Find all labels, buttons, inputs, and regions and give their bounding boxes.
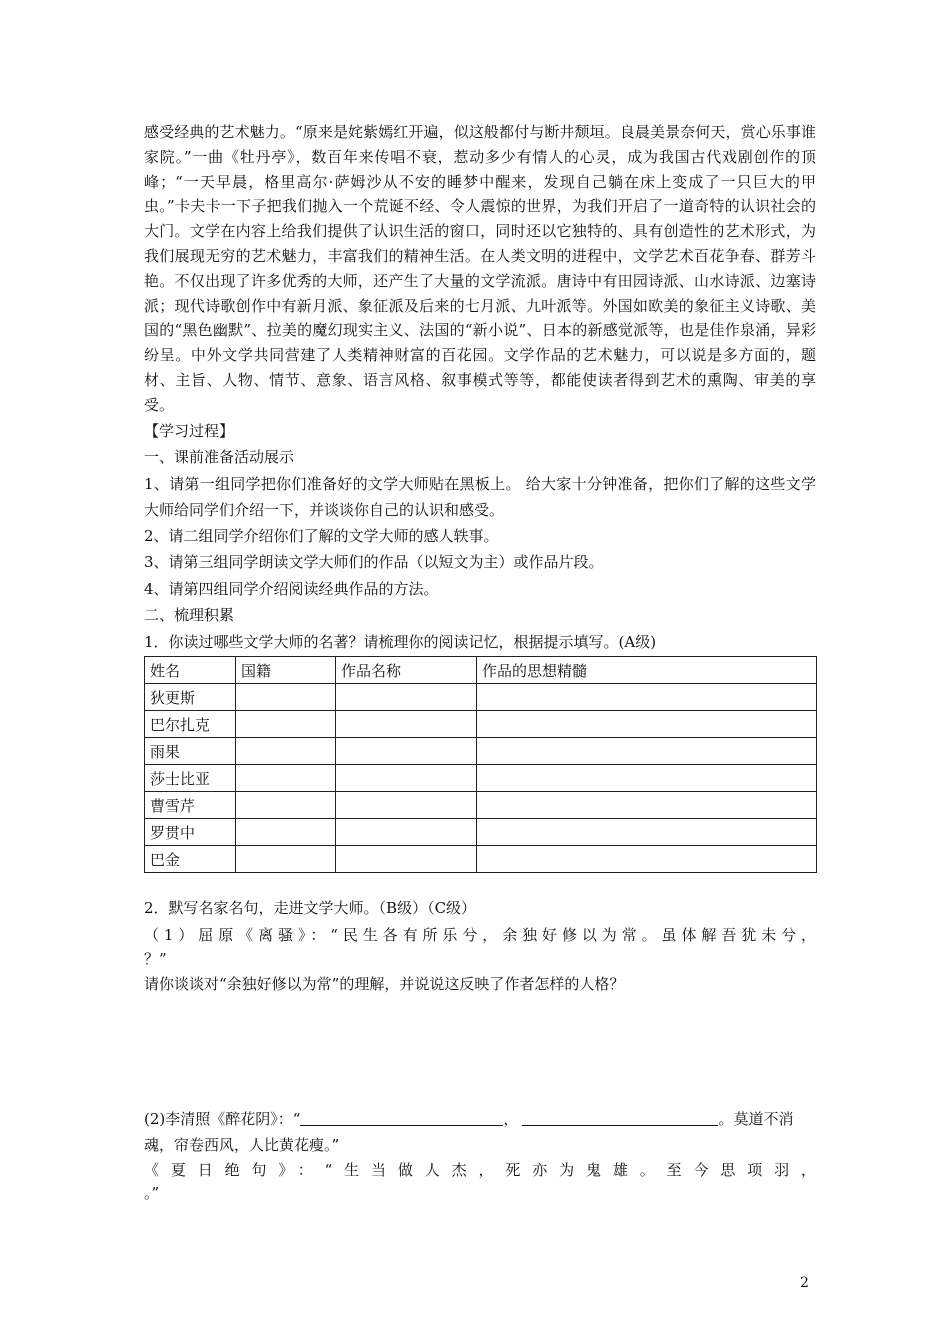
section1-item3: 3、请第三组同学朗读文学大师们的作品（以短文为主）或作品片段。 [144, 553, 604, 572]
row-work-cell[interactable] [336, 819, 477, 846]
table-row [145, 819, 817, 846]
row-essence-cell[interactable] [477, 819, 817, 846]
section2-title: 二、梳理积累 [144, 606, 235, 625]
row-nationality-cell[interactable] [236, 819, 336, 846]
header-nationality: 国籍 [236, 657, 336, 684]
question-2-1-line2: ？” [144, 950, 167, 969]
table-row [145, 792, 817, 819]
question-2-2-line1 [144, 1106, 816, 1133]
row-work-cell[interactable] [336, 792, 477, 819]
row-nationality-cell[interactable] [236, 765, 336, 792]
question-2-3-line2: 。” [144, 1183, 160, 1202]
table-row [145, 846, 817, 873]
row-author: 曹雪芹 [145, 792, 236, 819]
question-1: 1．你读过哪些文学大师的名著？请梳理你的阅读记忆，根据提示填写。(A级) [144, 632, 657, 651]
table-row [145, 684, 817, 711]
learning-process-heading: 【学习过程】 [144, 421, 235, 440]
q2-2-suffix: 。莫道不消 [718, 1110, 794, 1129]
question-2-3-line1: 《夏日绝句》：“生当做人杰，死亦为鬼雄。至今思项羽， [144, 1160, 816, 1179]
row-author: 巴金 [145, 846, 236, 873]
answer-space[interactable] [144, 998, 816, 1106]
row-nationality-cell[interactable] [236, 738, 336, 765]
q2-2-comma: ， [503, 1110, 519, 1129]
row-essence-cell[interactable] [477, 738, 817, 765]
row-essence-cell[interactable] [477, 684, 817, 711]
spacer [144, 873, 816, 895]
masters-table [144, 656, 817, 873]
row-essence-cell[interactable] [477, 846, 817, 873]
header-thought-essence: 作品的思想精髓 [477, 657, 817, 684]
row-author: 雨果 [145, 738, 236, 765]
intro-paragraph: 感受经典的艺术魅力。“原来是姹紫嫣红开遍，似这般都付与断井颓垣。良晨美景奈何天，赏心乐事谁家院。”一曲《牡丹亭》，数百年来传唱不衰，惹动多少有情人的心灵，成为我国古代戏剧创作的顶峰；“一天早晨，格里高尔·萨姆沙从不安的睡梦中醒来，发现自己躺在床上变成了一只巨大的甲虫。”卡夫卡一下子把我们抛入一个荒诞不经、令人震惊的世界，为我们开启了一道奇特的认识社会的大门。文学在内容上给我们提供了认识生活的窗口，同时还以它独特的、具有创造性的艺术形式，为我们展现无穷的艺术魅力，丰富我们的精神生活。在人类文明的进程中，文学艺术百花争春、群芳斗艳。不仅出现了许多优秀的大师，还产生了大量的文学流派。唐诗中有田园诗派、山水诗派、边塞诗派；现代诗歌创作中有新月派、象征派及后来的七月派、九叶派等。外国如欧美的象征主义诗歌、美国的“黑色幽默”、拉美的魔幻现实主义、法国的“新小说”、日本的新感觉派等，也是佳作泉涌，异彩纷呈。中外文学共同营建了人类精神财富的百花园。文学作品的艺术魅力，可以说是多方面的，题材、主旨、人物、情节、意象、语言风格、叙事模式等等，都能使读者得到艺术的熏陶、审美的享受。 [144, 123, 816, 414]
row-work-cell[interactable] [336, 846, 477, 873]
section1-title: 一、课前准备活动展示 [144, 448, 295, 467]
page-number: 2 [800, 1275, 809, 1291]
row-work-cell[interactable] [336, 765, 477, 792]
table-row [145, 738, 817, 765]
row-essence-cell[interactable] [477, 711, 817, 738]
section1-item1: 1、请第一组同学把你们准备好的文学大师贴在黑板上。 给大家十分钟准备，把你们了解的这些文学大师给同学们介绍一下，并谈谈你自己的认识和感受。 [144, 474, 816, 519]
fill-blank-1[interactable] [300, 1109, 503, 1126]
row-author: 罗贯中 [145, 819, 236, 846]
row-nationality-cell[interactable] [236, 684, 336, 711]
row-essence-cell[interactable] [477, 792, 817, 819]
fill-blank-2[interactable] [522, 1109, 718, 1126]
question-2: 2．默写名家名句，走进文学大师。（B级）（C级） [144, 899, 477, 918]
row-work-cell[interactable] [336, 711, 477, 738]
q2-2-prefix: (2)李清照《醉花阴》：“ [144, 1110, 301, 1129]
table-row [145, 765, 817, 792]
row-work-cell[interactable] [336, 684, 477, 711]
question-2-2-line2: 魂，帘卷西风，人比黄花瘦。” [144, 1135, 340, 1154]
row-nationality-cell[interactable] [236, 846, 336, 873]
section1-item2: 2、请二组同学介绍你们了解的文学大师的感人轶事。 [144, 526, 499, 545]
row-author: 狄更斯 [145, 684, 236, 711]
row-author: 莎士比亚 [145, 765, 236, 792]
table-header-row [145, 657, 817, 684]
document-body [144, 120, 816, 1203]
row-essence-cell[interactable] [477, 765, 817, 792]
row-work-cell[interactable] [336, 738, 477, 765]
table-row [145, 711, 817, 738]
row-author: 巴尔扎克 [145, 711, 236, 738]
question-2-1-line1: （1）屈原《离骚》：“民生各有所乐兮，余独好修以为常。虽体解吾犹未兮， [144, 925, 816, 944]
section1-item4: 4、请第四组同学介绍阅读经典作品的方法。 [144, 579, 439, 598]
row-nationality-cell[interactable] [236, 792, 336, 819]
header-name: 姓名 [145, 657, 236, 684]
question-2-1-prompt: 请你谈谈对“余独好修以为常”的理解，并说说这反映了作者怎样的人格？ [144, 975, 625, 994]
row-nationality-cell[interactable] [236, 711, 336, 738]
header-work-title: 作品名称 [336, 657, 477, 684]
